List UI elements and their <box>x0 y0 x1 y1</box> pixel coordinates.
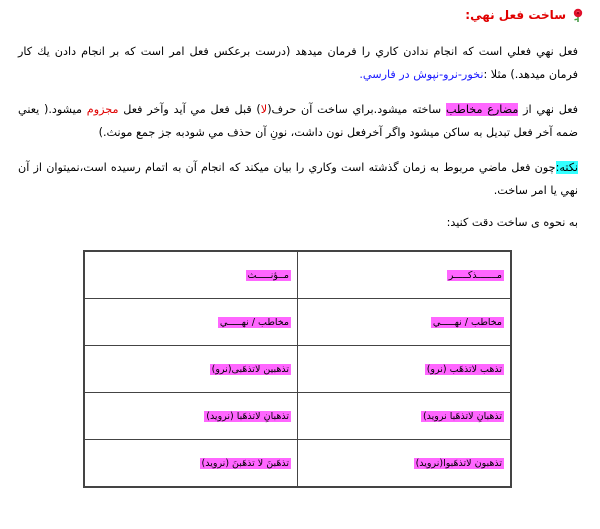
paragraph-definition <box>18 40 578 86</box>
construction-text-3: ) قبل فعل مي آيد وآخر فعل <box>123 103 261 116</box>
cell-text: تذهبون لاتذهَبوا(نروید) <box>415 457 502 469</box>
table-row <box>84 299 511 346</box>
construction-text-1: فعل نهي از <box>523 103 578 116</box>
cell-text: مـــــــذكـــــر <box>448 269 502 281</box>
majzoom-word: مجزوم <box>86 103 119 116</box>
paragraph-note <box>18 156 578 202</box>
cell-text: مخاطب / نهـــــي <box>432 316 502 328</box>
table-intro: به نحوه ى ساخت دقت كنيد: <box>446 216 578 229</box>
rose-icon <box>570 7 586 23</box>
table-cell <box>84 299 298 346</box>
title-row <box>465 6 586 24</box>
cell-text: مــؤنـــــث <box>247 269 289 281</box>
table-cell <box>298 440 512 488</box>
table-cell <box>84 346 298 393</box>
la-particle: لا <box>260 103 268 116</box>
table-row <box>84 251 511 299</box>
table-row <box>84 346 511 393</box>
example-text: نخور-نرو-نپوش در فارسي. <box>359 68 484 81</box>
cell-text: تذهبانِ لاتذهَبا (نروید) <box>206 410 289 422</box>
page-title: ساخت فعل نهي: <box>465 8 566 22</box>
paragraph-construction <box>18 98 578 144</box>
cell-text: تذهبانِ لاتذهَبا نروید) <box>422 410 502 422</box>
table-cell <box>84 393 298 440</box>
cell-text: مخاطب / نهـــــي <box>219 316 289 328</box>
highlight-mozare-mokhatab: مضارع مخاطب <box>445 103 519 116</box>
construction-text-4: ميشود.( يعني ضمه آخر فعل تبديل به ساكن ميشود واگر آخرفعل نون داشت، نونِ آن حذف مي شودبه جز جمع مونث.) <box>18 103 578 139</box>
table-cell <box>298 251 512 299</box>
construction-text-2: ساخته ميشود.براي ساخت آن حرف( <box>267 103 442 116</box>
table-cell <box>298 346 512 393</box>
definition-text: فعل نهي فعلي است كه انجام ندادن كاري را فرمان ميدهد (درست برعكس فعل امر است كه بر انجام دادن يك كار فرمان ميدهد.) مثلا : <box>18 45 578 81</box>
cell-text: تذهب لاتذهَب (نرو) <box>426 363 502 375</box>
note-label: نكته: <box>555 161 578 174</box>
cell-text: تذهَبنَ لا تذهَبنَ (نروید) <box>201 457 289 469</box>
note-text: چون فعل ماضي مربوط به زمان گذشته است وكاري را بيان ميكند كه انجام آن به اتمام رسيده است،نميتوان از آن نهي يا امر ساخت. <box>18 161 578 197</box>
table-cell <box>298 299 512 346</box>
table-cell <box>84 251 298 299</box>
table-cell <box>84 440 298 488</box>
table-cell <box>298 393 512 440</box>
table-row <box>84 440 511 488</box>
conjugation-table <box>83 250 512 488</box>
table-row <box>84 393 511 440</box>
cell-text: تذهبين لاتذهَبى(نرو) <box>211 363 289 375</box>
